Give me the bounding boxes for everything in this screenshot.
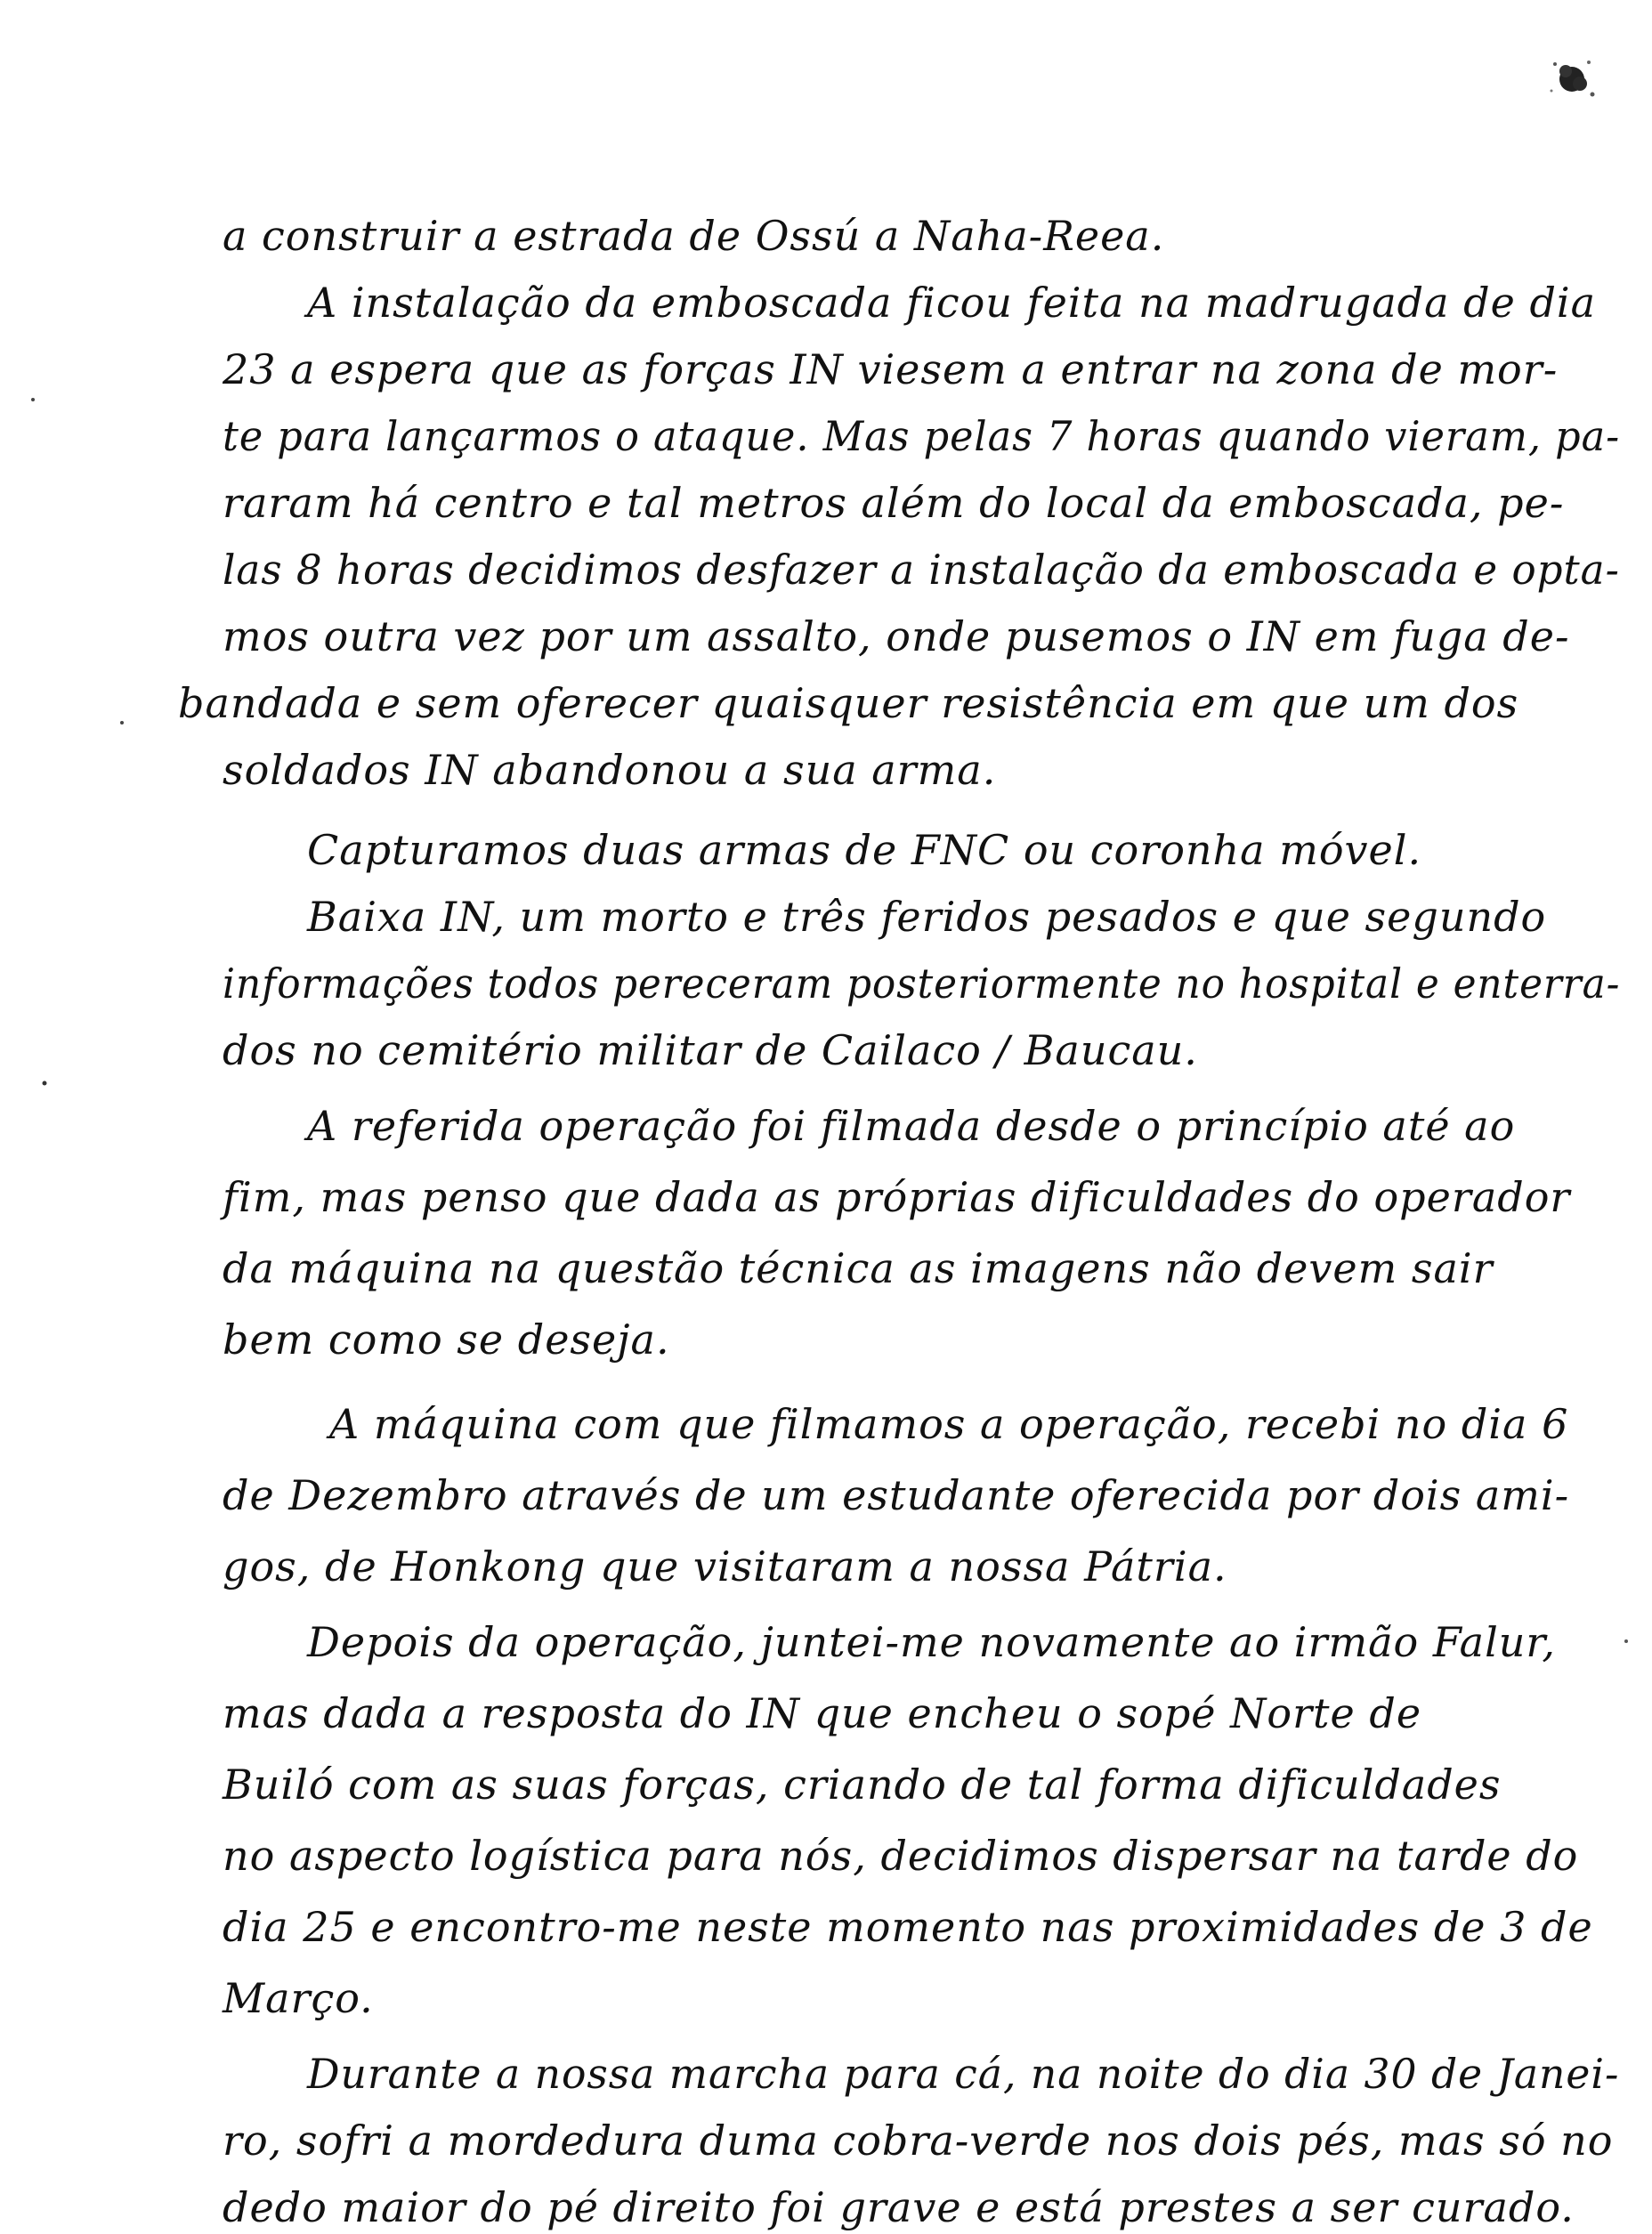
text-line-8: bandada e sem oferecer quaisquer resistência em que um dos: [178, 679, 1519, 727]
text-line-9: soldados IN abandonou a sua arma.: [223, 746, 997, 794]
margin-speck: [28, 396, 37, 403]
text-line-5: raram há centro e tal metros além do local da emboscada, pe-: [223, 479, 1565, 527]
ink-blot-mark: [1544, 52, 1599, 107]
text-line-12: informações todos pereceram posteriormente no hospital e enterra-: [223, 959, 1621, 1008]
text-line-20: gos, de Honkong que visitaram a nossa Pátria.: [223, 1542, 1227, 1591]
text-line-7: mos outra vez por um assalto, onde pusemos o IN em fuga de-: [223, 612, 1570, 660]
text-line-10: Capturamos duas armas de FNC ou coronha móvel.: [307, 826, 1422, 874]
text-line-24: no aspecto logística para nós, decidimos dispersar na tarde do: [223, 1832, 1579, 1880]
text-line-16: da máquina na questão técnica as imagens não devem sair: [223, 1244, 1494, 1292]
text-line-3: 23 a espera que as forças IN viesem a entrar na zona de mor-: [223, 345, 1559, 393]
text-line-18: A máquina com que filmamos a operação, recebi no dia 6: [329, 1400, 1569, 1448]
text-line-2: A instalação da emboscada ficou feita na madrugada de dia: [307, 279, 1597, 327]
text-line-27: Durante a nossa marcha para cá, na noite do dia 30 de Janei-: [307, 2050, 1620, 2098]
text-line-13: dos no cemitério militar de Cailaco / Baucau.: [223, 1026, 1198, 1074]
text-line-21: Depois da operação, juntei-me novamente ao irmão Falur,: [307, 1618, 1556, 1666]
margin-speck: [1622, 1638, 1631, 1645]
text-line-29: dedo maior do pé direito foi grave e está prestes a ser curado.: [223, 2183, 1575, 2231]
text-line-11: Baixa IN, um morto e três feridos pesados e que segundo: [307, 893, 1547, 941]
text-line-26: Março.: [223, 1974, 374, 2022]
text-line-14: A referida operação foi filmada desde o princípio até ao: [307, 1102, 1516, 1150]
text-line-19: de Dezembro através de um estudante oferecida por dois ami-: [223, 1471, 1570, 1519]
margin-speck: [40, 1080, 49, 1087]
text-line-1: a construir a estrada de Ossú a Naha-Reea.: [223, 212, 1165, 260]
text-line-22: mas dada a resposta do IN que encheu o sopé Norte de: [223, 1689, 1422, 1737]
text-line-4: te para lançarmos o ataque. Mas pelas 7 horas quando vieram, pa-: [223, 412, 1621, 460]
text-line-23: Builó com as suas forças, criando de tal forma dificuldades: [223, 1760, 1502, 1809]
margin-speck: [117, 719, 126, 726]
text-line-28: ro, sofri a mordedura duma cobra-verde nos dois pés, mas só no: [223, 2117, 1614, 2165]
text-line-25: dia 25 e encontro-me neste momento nas proximidades de 3 de: [223, 1903, 1593, 1951]
text-line-15: fim, mas penso que dada as próprias dificuldades do operador: [223, 1173, 1571, 1221]
text-line-6: las 8 horas decidimos desfazer a instalação da emboscada e opta-: [223, 546, 1620, 594]
text-line-17: bem como se deseja.: [223, 1315, 670, 1364]
